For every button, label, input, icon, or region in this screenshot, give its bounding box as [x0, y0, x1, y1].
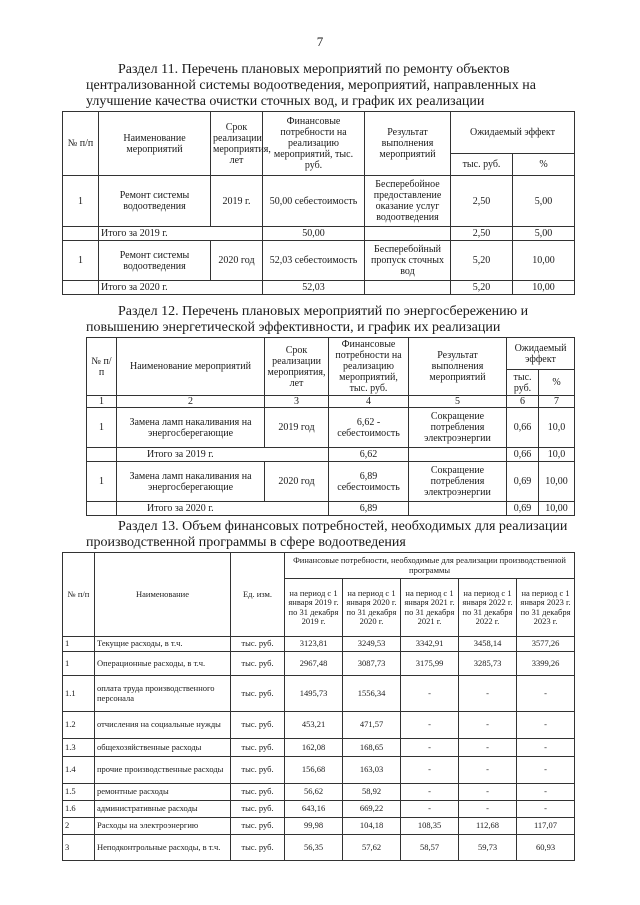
- header-term: Срок реализации мероприятия, лет: [211, 112, 263, 176]
- cell-unit: тыс. руб.: [231, 676, 285, 712]
- header-finance-group: Финансовые потребности, необходимые для реализации производственной программы: [285, 553, 575, 579]
- cell-num: 2: [63, 818, 95, 835]
- cell-value: 3458,14: [459, 637, 517, 652]
- cell-result: Бесперебойное предоставление оказание услуг водоотведения: [365, 176, 451, 227]
- cell-value: 3399,26: [517, 652, 575, 676]
- column-number: 5: [409, 396, 507, 408]
- cell-name: Расходы на электроэнергию: [95, 818, 231, 835]
- cell-num: 1: [63, 637, 95, 652]
- section-13-title-line: Раздел 13. Объем финансовых потребностей, необходимых для реализации: [118, 519, 568, 534]
- cell-value: -: [517, 712, 575, 739]
- header-num: № п/п: [63, 112, 99, 176]
- cell-name: Замена ламп накаливания на энергосберегающие: [117, 462, 265, 502]
- header-period: на период с 1 января 2019 г. по 31 декабря 2019 г.: [285, 579, 343, 637]
- cell-value: -: [401, 712, 459, 739]
- cell-value: -: [401, 676, 459, 712]
- cell-name: Ремонт системы водоотведения: [99, 176, 211, 227]
- cell-unit: тыс. руб.: [231, 637, 285, 652]
- table-row: [63, 784, 575, 801]
- cell-effect-pct: 10,0: [539, 448, 575, 462]
- cell-unit: тыс. руб.: [231, 835, 285, 861]
- section-13-title: [86, 519, 572, 551]
- cell-num: 1: [87, 462, 117, 502]
- cell-name: отчисления на социальные нужды: [95, 712, 231, 739]
- cell-unit: тыс. руб.: [231, 784, 285, 801]
- cell-value: 104,18: [343, 818, 401, 835]
- section-11-title-line: централизованной системы водоотведения, мероприятий, направленных на: [86, 78, 536, 93]
- table-row: [63, 757, 575, 784]
- cell-value: 453,21: [285, 712, 343, 739]
- header-finance: Финансовые потребности на реализацию мероприятий, тыс. руб.: [263, 112, 365, 176]
- cell-name: ремонтные расходы: [95, 784, 231, 801]
- cell-name: административные расходы: [95, 801, 231, 818]
- cell-value: 3087,73: [343, 652, 401, 676]
- table-row: [63, 637, 575, 652]
- cell-unit: тыс. руб.: [231, 818, 285, 835]
- cell-value: -: [459, 784, 517, 801]
- cell-term: 2019 год: [265, 408, 329, 448]
- header-term: Срок реализации мероприятия, лет: [265, 338, 329, 396]
- cell-total-label: Итого за 2019 г.: [99, 227, 263, 241]
- cell-value: 56,35: [285, 835, 343, 861]
- cell-result: Сокращение потребления электроэнергии: [409, 408, 507, 448]
- cell-value: 3249,53: [343, 637, 401, 652]
- header-effect: Ожидаемый эффект: [507, 338, 575, 370]
- header-period: на период с 1 января 2022 г. по 31 декабря 2022 г.: [459, 579, 517, 637]
- cell-num: 1.5: [63, 784, 95, 801]
- cell-term: 2020 год: [211, 241, 263, 281]
- cell-name: Неподконтрольные расходы, в т.ч.: [95, 835, 231, 861]
- cell-unit: тыс. руб.: [231, 739, 285, 757]
- cell-name: прочие производственные расходы: [95, 757, 231, 784]
- header-effect-pct: %: [513, 154, 575, 176]
- header-num: № п/п: [63, 553, 95, 637]
- header-effect-rub: тыс. руб.: [507, 370, 539, 396]
- cell-value: 3577,26: [517, 637, 575, 652]
- header-result: Результат выполнения мероприятий: [409, 338, 507, 396]
- header-effect-rub: тыс. руб.: [451, 154, 513, 176]
- header-effect-pct: %: [539, 370, 575, 396]
- cell-value: -: [459, 712, 517, 739]
- cell-unit: тыс. руб.: [231, 801, 285, 818]
- cell-num: 1: [63, 652, 95, 676]
- cell-effect-rub: 0,69: [507, 502, 539, 516]
- table-row: [63, 652, 575, 676]
- header-effect: Ожидаемый эффект: [451, 112, 575, 154]
- cell-value: 163,03: [343, 757, 401, 784]
- cell-result: Бесперебойный пропуск сточных вод: [365, 241, 451, 281]
- section-12-title-line: повышению энергетической эффективности, и график их реализации: [86, 320, 501, 335]
- header-finance: Финансовые потребности на реализацию мероприятий, тыс. руб.: [329, 338, 409, 396]
- cell-total-label: Итого за 2020 г.: [99, 281, 263, 295]
- cell-value: 108,35: [401, 818, 459, 835]
- cell-num: 1.3: [63, 739, 95, 757]
- header-num: № п/п: [87, 338, 117, 396]
- cell-value: -: [517, 801, 575, 818]
- cell-value: -: [517, 784, 575, 801]
- cell-value: 112,68: [459, 818, 517, 835]
- cell-effect-rub: 5,20: [451, 281, 513, 295]
- table-row: [87, 462, 575, 502]
- table-row: [63, 801, 575, 818]
- cell-value: -: [459, 676, 517, 712]
- cell-value: 168,65: [343, 739, 401, 757]
- section-13-title-line: производственной программы в сфере водоотведения: [86, 535, 406, 550]
- cell-num: 1.2: [63, 712, 95, 739]
- section-11-title-line: улучшение качества очистки сточных вод, и график их реализации: [86, 94, 485, 109]
- table-row: [63, 739, 575, 757]
- cell-value: -: [401, 739, 459, 757]
- cell-num: 1.4: [63, 757, 95, 784]
- table-row: [87, 408, 575, 448]
- cell-value: 471,57: [343, 712, 401, 739]
- cell-finance: 50,00: [263, 227, 365, 241]
- column-number: 1: [87, 396, 117, 408]
- cell-name: Операционные расходы, в т.ч.: [95, 652, 231, 676]
- cell-num: 1.1: [63, 676, 95, 712]
- cell-unit: тыс. руб.: [231, 652, 285, 676]
- cell-value: 59,73: [459, 835, 517, 861]
- cell-value: 3175,99: [401, 652, 459, 676]
- cell-effect-pct: 10,0: [539, 408, 575, 448]
- cell-num: 1: [63, 241, 99, 281]
- header-period: на период с 1 января 2020 г. по 31 декабря 2020 г.: [343, 579, 401, 637]
- cell-name: Текущие расходы, в т.ч.: [95, 637, 231, 652]
- table-row: [63, 818, 575, 835]
- cell-value: -: [459, 739, 517, 757]
- cell-num: 1: [63, 176, 99, 227]
- table-row-total: [63, 281, 575, 295]
- cell-finance: 52,03 себестоимость: [263, 241, 365, 281]
- cell-value: 1495,73: [285, 676, 343, 712]
- section-12-title-line: Раздел 12. Перечень плановых мероприятий по энергосбережению и: [118, 304, 529, 319]
- cell-num: 1: [87, 408, 117, 448]
- cell-value: -: [401, 784, 459, 801]
- table-row: [63, 676, 575, 712]
- cell-term: 2020 год: [265, 462, 329, 502]
- cell-effect-pct: 10,00: [513, 241, 575, 281]
- cell-effect-pct: 5,00: [513, 227, 575, 241]
- page-number: 7: [316, 34, 324, 49]
- cell-finance: 50,00 себестоимость: [263, 176, 365, 227]
- cell-total-label: Итого за 2019 г.: [117, 448, 329, 462]
- cell-value: -: [401, 801, 459, 818]
- header-name: Наименование: [95, 553, 231, 637]
- cell-value: 669,22: [343, 801, 401, 818]
- table-row-total: [63, 227, 575, 241]
- cell-finance: 6,62 - себестоимость: [329, 408, 409, 448]
- cell-value: -: [459, 801, 517, 818]
- cell-effect-rub: 0,66: [507, 408, 539, 448]
- header-name: Наименование мероприятий: [99, 112, 211, 176]
- cell-value: 58,92: [343, 784, 401, 801]
- section-13-table: [62, 552, 575, 861]
- cell-effect-rub: 0,66: [507, 448, 539, 462]
- cell-effect-rub: 2,50: [451, 176, 513, 227]
- table-row: [63, 176, 575, 227]
- cell-name: оплата труда производственного персонала: [95, 676, 231, 712]
- cell-effect-pct: 10,00: [513, 281, 575, 295]
- cell-value: 3285,73: [459, 652, 517, 676]
- column-number: 3: [265, 396, 329, 408]
- cell-result: Сокращение потребления электроэнергии: [409, 462, 507, 502]
- cell-value: 3342,91: [401, 637, 459, 652]
- column-number: 7: [539, 396, 575, 408]
- cell-effect-pct: 10,00: [539, 462, 575, 502]
- column-number: 4: [329, 396, 409, 408]
- cell-value: 58,57: [401, 835, 459, 861]
- section-12-title: [86, 304, 572, 336]
- cell-finance: 6,89: [329, 502, 409, 516]
- cell-value: -: [517, 739, 575, 757]
- cell-unit: тыс. руб.: [231, 712, 285, 739]
- table-row: [63, 835, 575, 861]
- cell-value: 117,07: [517, 818, 575, 835]
- cell-unit: тыс. руб.: [231, 757, 285, 784]
- cell-value: -: [517, 757, 575, 784]
- header-name: Наименование мероприятий: [117, 338, 265, 396]
- cell-value: 57,62: [343, 835, 401, 861]
- cell-value: 60,93: [517, 835, 575, 861]
- cell-value: -: [401, 757, 459, 784]
- cell-value: 1556,34: [343, 676, 401, 712]
- column-number: 2: [117, 396, 265, 408]
- cell-value: -: [459, 757, 517, 784]
- cell-value: 3123,81: [285, 637, 343, 652]
- table-row-total: [87, 448, 575, 462]
- cell-value: 56,62: [285, 784, 343, 801]
- header-result: Результат выполнения мероприятий: [365, 112, 451, 176]
- cell-finance: 6,62: [329, 448, 409, 462]
- header-period: на период с 1 января 2021 г. по 31 декабря 2021 г.: [401, 579, 459, 637]
- cell-effect-pct: 5,00: [513, 176, 575, 227]
- column-number-row: [87, 396, 575, 408]
- cell-num: 3: [63, 835, 95, 861]
- cell-name: общехозяйственные расходы: [95, 739, 231, 757]
- cell-value: 643,16: [285, 801, 343, 818]
- section-12-table: [86, 337, 575, 516]
- section-11-title: [86, 62, 572, 110]
- table-row: [63, 241, 575, 281]
- cell-value: 2967,48: [285, 652, 343, 676]
- cell-value: -: [517, 676, 575, 712]
- section-11-title-line: Раздел 11. Перечень плановых мероприятий по ремонту объектов: [118, 62, 510, 77]
- header-period: на период с 1 января 2023 г. по 31 декабря 2023 г.: [517, 579, 575, 637]
- cell-total-label: Итого за 2020 г.: [117, 502, 329, 516]
- cell-effect-rub: 5,20: [451, 241, 513, 281]
- cell-effect-rub: 2,50: [451, 227, 513, 241]
- table-row-total: [87, 502, 575, 516]
- cell-name: Замена ламп накаливания на энергосберегающие: [117, 408, 265, 448]
- cell-num: 1.6: [63, 801, 95, 818]
- cell-name: Ремонт системы водоотведения: [99, 241, 211, 281]
- column-number: 6: [507, 396, 539, 408]
- cell-finance: 52,03: [263, 281, 365, 295]
- section-11-table: [62, 111, 575, 295]
- header-unit: Ед. изм.: [231, 553, 285, 637]
- cell-term: 2019 г.: [211, 176, 263, 227]
- cell-value: 156,68: [285, 757, 343, 784]
- cell-effect-rub: 0,69: [507, 462, 539, 502]
- cell-value: 162,08: [285, 739, 343, 757]
- cell-finance: 6,89 себестоимость: [329, 462, 409, 502]
- cell-effect-pct: 10,00: [539, 502, 575, 516]
- table-row: [63, 712, 575, 739]
- cell-value: 99,98: [285, 818, 343, 835]
